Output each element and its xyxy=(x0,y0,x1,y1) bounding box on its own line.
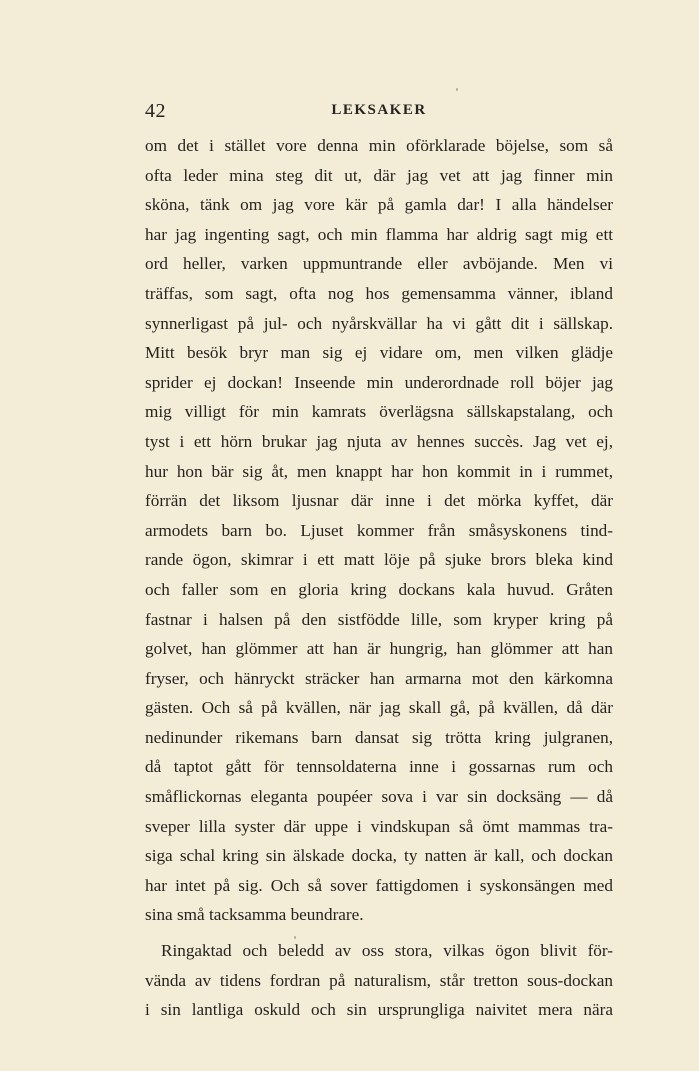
paper-speck xyxy=(456,88,458,91)
text-line: sköna, tänk om jag vore kär på gamla dar! I alla händelser xyxy=(145,195,613,215)
text-line: sprider ej dockan! Inseende min underordnade roll böjer jag xyxy=(145,372,613,392)
text-line: gästen. Och så på kvällen, när jag skall gå, på kvällen, då där xyxy=(145,698,613,718)
paragraph xyxy=(145,936,613,1025)
text-line: Mitt besök bryr man sig ej vidare om, men vilken glädje xyxy=(145,343,613,363)
paragraph xyxy=(145,131,613,930)
text-line: vända av tidens fordran på naturalism, står tretton sous-dockan xyxy=(145,970,613,990)
text-line: siga schal kring sin älskade docka, ty natten är kall, och dockan xyxy=(145,846,613,866)
text-line: i sin lantliga oskuld och sin ursprungliga naivitet mera nära xyxy=(145,1000,613,1020)
body-text xyxy=(145,131,613,1025)
text-line: nedinunder rikemans barn dansat sig trötta kring julgranen, xyxy=(145,727,613,747)
text-line: tyst i ett hörn brukar jag njuta av hennes succès. Jag vet ej, xyxy=(145,431,613,451)
text-line: då taptot gått för tennsoldaterna inne i gossarnas rum och xyxy=(145,757,613,777)
text-line: Ringaktad och beledd av oss stora, vilkas ögon blivit för- xyxy=(161,941,613,961)
page-number: 42 xyxy=(145,100,166,122)
text-line: ofta leder mina steg dit ut, där jag vet att jag finner min xyxy=(145,165,613,185)
text-line: fastnar i halsen på den sistfödde lille, som kryper kring på xyxy=(145,609,613,629)
text-line: har intet på sig. Och så sover fattigdomen i syskonsängen med xyxy=(145,875,613,895)
text-line: hur hon bär sig åt, men knappt har hon kommit in i rummet, xyxy=(145,461,613,481)
text-line: förrän det liksom ljusnar där inne i det mörka kyffet, där xyxy=(145,491,613,511)
text-line: sina små tacksamma beundrare. xyxy=(145,905,364,925)
text-line: har jag ingenting sagt, och min flamma har aldrig sagt mig ett xyxy=(145,224,613,244)
text-line: fryser, och hänryckt sträcker han armarna mot den kärkomna xyxy=(145,668,613,688)
text-line: träffas, som sagt, ofta nog hos gemensamma vänner, ibland xyxy=(145,283,613,303)
text-line: golvet, han glömmer att han är hungrig, han glömmer att han xyxy=(145,639,613,659)
text-line: småflickornas eleganta poupéer sova i var sin docksäng — då xyxy=(145,787,613,807)
text-line: om det i stället vore denna min oförklarade böjelse, som så xyxy=(145,136,613,155)
text-line: och faller som en gloria kring dockans kala huvud. Gråten xyxy=(145,579,613,599)
text-line: mig villigt för min kamrats överlägsna sällskapstalang, och xyxy=(145,402,613,422)
text-line: ord heller, varken uppmuntrande eller avböjande. Men vi xyxy=(145,254,613,274)
text-line: rande ögon, skimrar i ett matt löje på sjuke brors bleka kind xyxy=(145,550,613,570)
running-title: LEKSAKER xyxy=(331,102,427,118)
text-line: sveper lilla syster där uppe i vindskupan så ömt mammas tra- xyxy=(145,816,613,836)
page-header xyxy=(145,100,613,126)
text-line: synnerligast på jul- och nyårskvällar ha vi gått dit i sällskap. xyxy=(145,313,613,333)
text-line: armodets barn bo. Ljuset kommer från småsyskonens tind- xyxy=(145,520,613,540)
paper-speck xyxy=(294,936,296,939)
